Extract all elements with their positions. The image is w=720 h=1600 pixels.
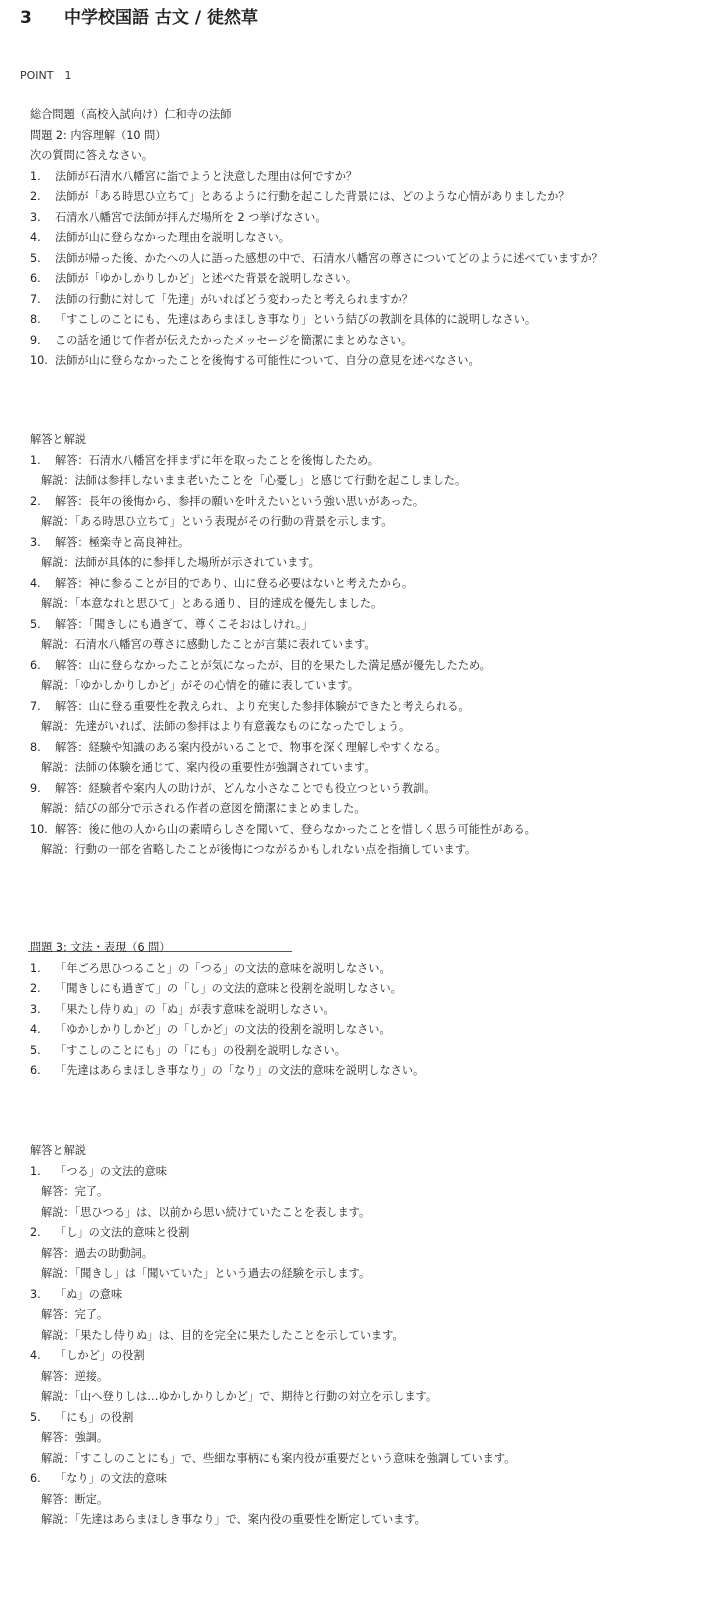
explanation: 解説：「すこしのことにも」で、些細な事柄にも案内役が重要だという意味を強調しています。 xyxy=(41,1451,516,1465)
explanation: 解説：「本意なれと思ひて」とある通り、目的達成を優先しました。 xyxy=(41,597,383,610)
section-grammar-questions xyxy=(30,938,710,1082)
question-item: 1. 法師が石清水八幡宮に詣でようと決意した理由は何ですか？ xyxy=(30,169,358,183)
answer-text: 解答：強調。 xyxy=(41,1431,109,1444)
explanation: 解説：法師が具体的に参拝した場所が示されています。 xyxy=(41,556,320,569)
explanation: 解説：先達がいれば、法師の参拝はより有意義なものになったでしょう。 xyxy=(41,720,411,733)
question-item: 2. 「聞きしにも過ぎて」の「し」の文法的意味と役割を説明しなさい。 xyxy=(30,982,402,995)
answer-text: 解答：逆接。 xyxy=(41,1369,109,1383)
question-item: 2. 法師が「ある時思ひ立ちて」とあるように行動を起こした背景には、どのような心情がありましたか？ xyxy=(30,190,570,203)
answer-item: 10. 解答：後に他の人から山の素晴らしさを聞いて、登らなかったことを惜しく思う可能性がある。 xyxy=(30,822,536,836)
explanation: 解説：「ある時思ひ立ちて」という表現がその行動の背景を示します。 xyxy=(41,515,393,528)
question-item: 10. 法師が山に登らなかったことを後悔する可能性について、自分の意見を述べなさい。 xyxy=(30,354,480,367)
answer-item: 8. 解答：経験や知識のある案内役がいることで、物事を深く理解しやすくなる。 xyxy=(30,740,447,754)
question-item: 4. 法師が山に登らなかった理由を説明しなさい。 xyxy=(30,231,290,244)
section-heading: 問題 3: 文法・表現（6 問） xyxy=(30,941,171,954)
answer-item: 2. 解答：長年の後悔から、参拝の願いを叶えたいという強い思いがあった。 xyxy=(30,494,425,508)
explanation: 解説：法師の体験を通じて、案内役の重要性が強調されています。 xyxy=(41,761,376,774)
section-heading: 総合問題（高校入試向け）仁和寺の法師 xyxy=(30,108,232,121)
answers-heading: 解答と解説 xyxy=(30,1144,86,1157)
page-title xyxy=(20,6,258,30)
explanation: 解説：行動の一部を省略したことが後悔につながるかもしれない点を指摘しています。 xyxy=(41,843,477,856)
instruction: 次の質問に答えなさい。 xyxy=(30,149,154,162)
answers-heading: 解答と解説 xyxy=(30,433,86,446)
chapter-title: 中学校国語 古文 / 徒然草 xyxy=(64,8,258,28)
answer-topic: 1. 「つる」の文法的意味 xyxy=(30,1164,167,1178)
chapter-number: 3 xyxy=(20,8,32,28)
explanation: 解説：石清水八幡宮の尊さに感動したことが言葉に表れています。 xyxy=(41,638,376,651)
explanation: 解説：「ゆかしかりしかど」がその心情を的確に表しています。 xyxy=(41,679,359,692)
question-item: 5. 「すこしのことにも」の「にも」の役割を説明しなさい。 xyxy=(30,1043,346,1057)
answer-item: 9. 解答：経験者や案内人の助けが、どんな小さなことでも役立つという教訓。 xyxy=(30,781,436,795)
answer-item: 4. 解答：神に参ることが目的であり、山に登る必要はないと考えたから。 xyxy=(30,576,414,590)
explanation: 解説：「先達はあらまほしき事なり」で、案内役の重要性を断定しています。 xyxy=(41,1513,426,1526)
explanation: 解説：結びの部分で示される作者の意図を簡潔にまとめました。 xyxy=(41,802,366,815)
question-item: 8. 「すこしのことにも、先達はあらまほしき事なり」という結びの教訓を具体的に説明しなさい。 xyxy=(30,313,537,326)
answer-text: 解答：完了。 xyxy=(41,1185,109,1198)
section-subheading: 問題 2: 内容理解（10 問） xyxy=(30,128,167,142)
explanation: 解説：「果たし侍りぬ」は、目的を完全に果たしたことを示しています。 xyxy=(41,1328,404,1342)
section-content-questions xyxy=(30,105,710,372)
question-item: 3. 「果たし侍りぬ」の「ぬ」が表す意味を説明しなさい。 xyxy=(30,1002,335,1016)
question-item: 6. 法師が「ゆかしかりしかど」と述べた背景を説明しなさい。 xyxy=(30,272,358,285)
answer-section-1 xyxy=(30,430,710,861)
answer-topic: 3. 「ぬ」の意味 xyxy=(30,1287,123,1301)
question-list xyxy=(30,167,710,372)
question-item: 6. 「先達はあらまほしき事なり」の「なり」の文法的意味を説明しなさい。 xyxy=(30,1064,425,1077)
answer-item: 6. 解答：山に登らなかったことが気になったが、目的を果たした満足感が優先したため。 xyxy=(30,658,491,672)
question-item: 4. 「ゆかしかりしかど」の「しかど」の文法的役割を説明しなさい。 xyxy=(30,1023,391,1036)
answer-text: 解答：過去の助動詞。 xyxy=(41,1246,153,1260)
explanation: 解説：法師は参拝しないまま老いたことを「心憂し」と感じて行動を起こしました。 xyxy=(41,474,467,487)
answer-topic: 2. 「し」の文法的意味と役割 xyxy=(30,1226,190,1239)
answer-text: 解答：断定。 xyxy=(41,1492,109,1506)
answer-topic: 5. 「にも」の役割 xyxy=(30,1410,134,1424)
point-label: POINT 1 xyxy=(20,69,72,82)
question-item: 5. 法師が帰った後、かたへの人に語った感想の中で、石清水八幡宮の尊さについてどのように述べていますか？ xyxy=(30,251,603,265)
answer-item: 3. 解答：極楽寺と高良神社。 xyxy=(30,535,190,549)
explanation: 解説：「山へ登りしは…ゆかしかりしかど」で、期待と行動の対立を示します。 xyxy=(41,1390,438,1403)
question-item: 3. 石清水八幡宮で法師が拝んだ場所を 2 つ挙げなさい。 xyxy=(30,210,327,224)
explanation: 解説：「聞きし」は「聞いていた」という過去の経験を示します。 xyxy=(41,1267,371,1280)
answer-topic: 6. 「なり」の文法的意味 xyxy=(30,1472,167,1485)
question-item: 7. 法師の行動に対して「先達」がいればどう変わったと考えられますか？ xyxy=(30,292,413,306)
answer-item: 7. 解答：山に登る重要性を教えられ、より充実した参拝体験ができたと考えられる。 xyxy=(30,699,470,713)
question-item: 1. 「年ごろ思ひつること」の「つる」の文法的意味を説明しなさい。 xyxy=(30,961,391,975)
answer-text: 解答：完了。 xyxy=(41,1308,109,1321)
answer-item: 5. 解答：「聞きしにも過ぎて、尊くこそおはしけれ。」 xyxy=(30,617,313,631)
question-item: 9. この話を通じて作者が伝えたかったメッセージを簡潔にまとめなさい。 xyxy=(30,333,413,347)
answer-topic: 4. 「しかど」の役割 xyxy=(30,1349,145,1362)
answer-section-2 xyxy=(30,1141,710,1531)
explanation: 解説：「思ひつる」は、以前から思い続けていたことを表します。 xyxy=(41,1205,371,1219)
answer-item: 1. 解答：石清水八幡宮を拝まずに年を取ったことを後悔したため。 xyxy=(30,453,379,467)
